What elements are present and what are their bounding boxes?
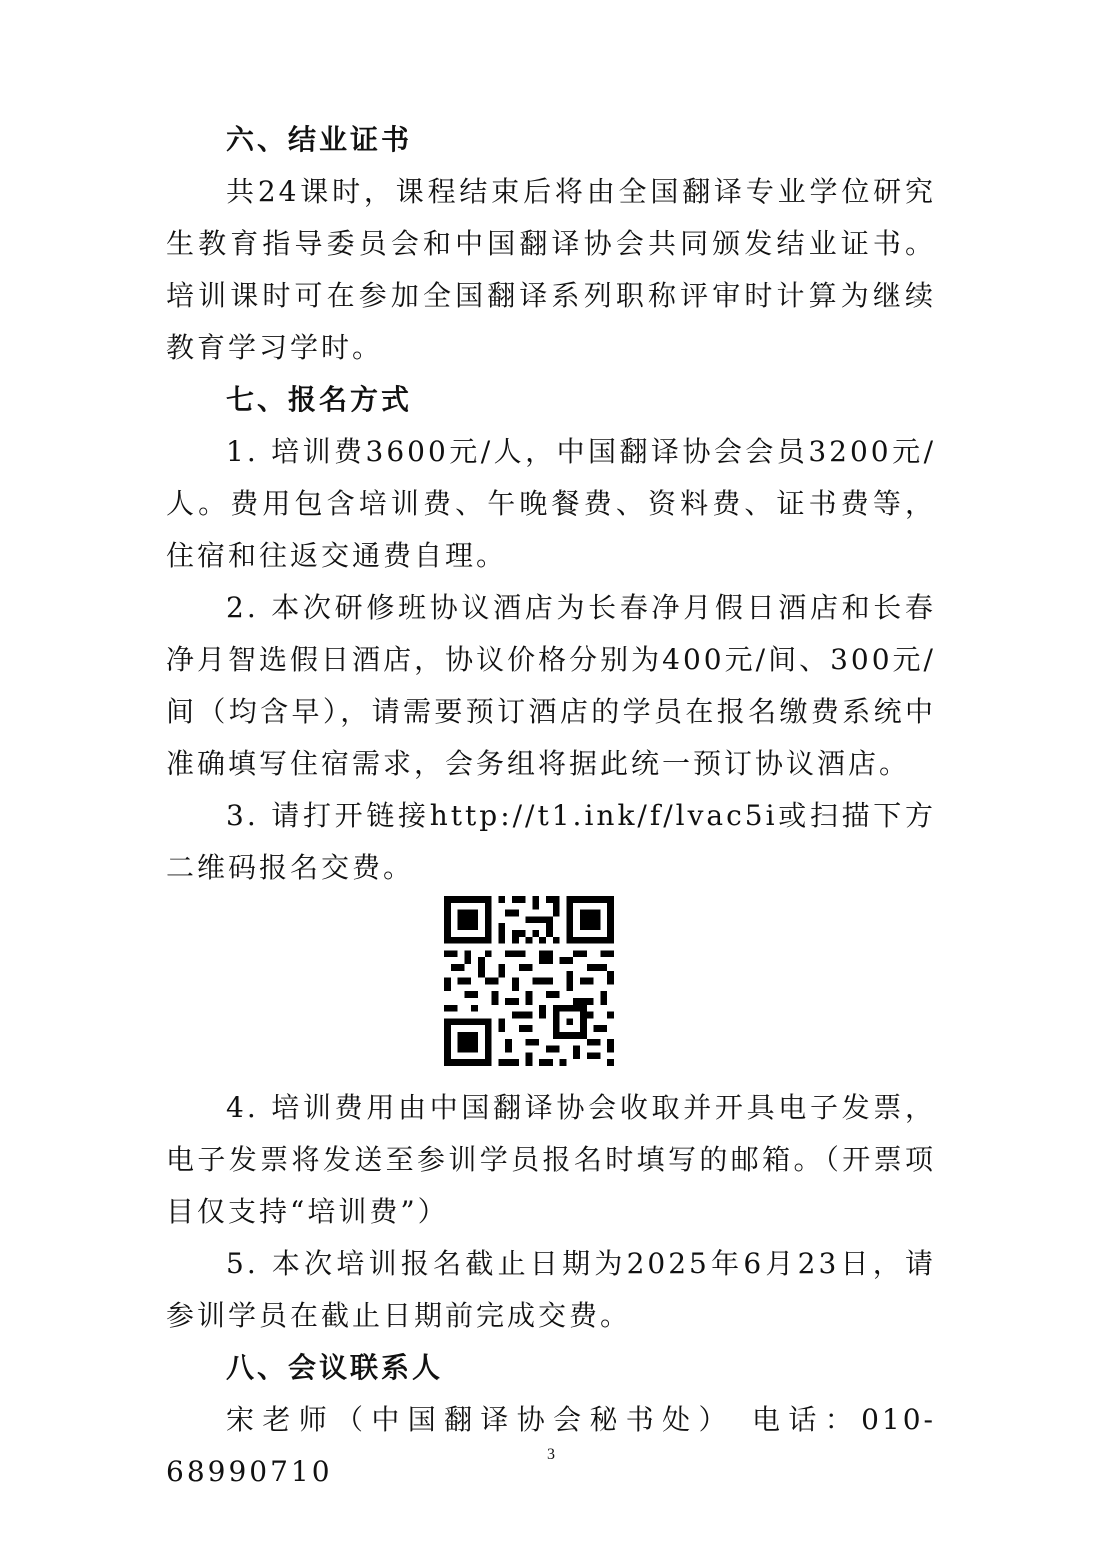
registration-fee-paragraph xyxy=(166,426,936,582)
paragraph-text: 宋老师（中国翻译协会秘书处） 电话：010-68990710 xyxy=(166,1403,936,1488)
registration-qr-code[interactable] xyxy=(444,896,614,1066)
paragraph-text: 4. 培训费用由中国翻译协会收取并开具电子发票，电子发票将发送至参训学员报名时填写的邮箱。（开票项目仅支持“培训费”） xyxy=(166,1091,936,1228)
page-number: 3 xyxy=(547,1446,555,1463)
section-title-contact: 八、会议联系人 xyxy=(226,1351,444,1384)
paragraph-text: 共24课时，课程结束后将由全国翻译专业学位研究生教育指导委员会和中国翻译协会共同颁发结业证书。培训课时可在参加全国翻译系列职称评审时计算为继续教育学习学时。 xyxy=(166,175,936,364)
hotel-paragraph xyxy=(166,582,936,790)
certificate-paragraph xyxy=(166,166,936,374)
deadline-paragraph xyxy=(166,1238,936,1342)
paragraph-text[interactable]: 3. 请打开链接http://t1.ink/f/lvac5i或扫描下方二维码报名交费。 xyxy=(166,799,936,884)
section-title-certificate: 六、结业证书 xyxy=(226,123,413,156)
paragraph-text: 2. 本次研修班协议酒店为长春净月假日酒店和长春净月智选假日酒店，协议价格分别为400元/间、300元/间（均含早），请需要预订酒店的学员在报名缴费系统中准确填写住宿需求，会务组将据此统一预订协议酒店。 xyxy=(166,591,936,780)
paragraph-text: 1. 培训费3600元/人，中国翻译协会会员3200元/人。费用包含培训费、午晚餐费、资料费、证书费等，住宿和往返交通费自理。 xyxy=(166,435,936,572)
section-title-registration: 七、报名方式 xyxy=(226,383,413,416)
paragraph-text: 5. 本次培训报名截止日期为2025年6月23日，请参训学员在截止日期前完成交费。 xyxy=(166,1247,936,1332)
registration-link-paragraph xyxy=(166,790,936,894)
invoice-paragraph xyxy=(166,1082,936,1238)
